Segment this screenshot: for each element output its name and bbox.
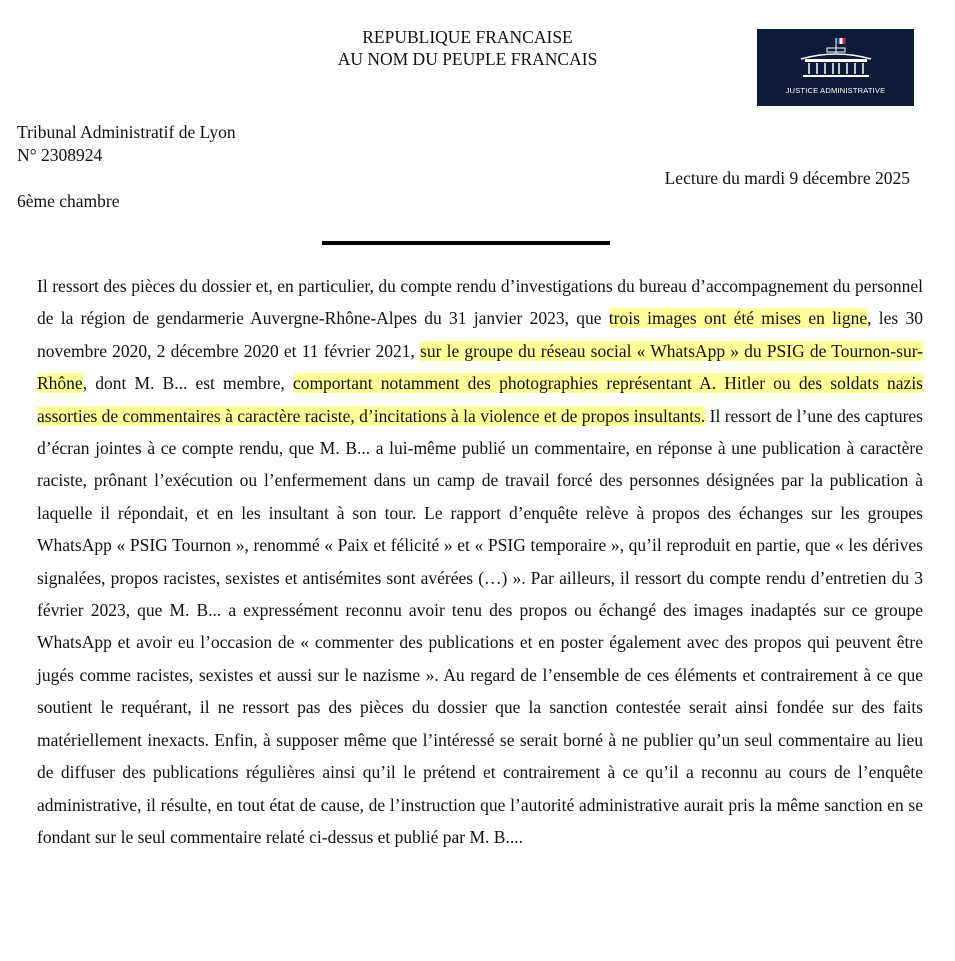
highlighted-text: comportant notamment des photographies représentant A. Hitler ou des soldats nazis assorties de commentaires à caractère raciste, d’incitations à la violence et de propos insultants. xyxy=(37,373,923,426)
highlighted-text: sur le groupe du réseau social « WhatsApp » du PSIG de Tournon-sur-Rhône xyxy=(37,340,923,394)
reading-date: Lecture du mardi 9 décembre 2025 xyxy=(664,168,910,188)
header-republic: REPUBLIQUE FRANCAISE xyxy=(362,27,573,47)
header-people: AU NOM DU PEUPLE FRANCAIS xyxy=(337,49,598,69)
paragraph-text: , les 30 novembre 2020, 2 décembre 2020 et 11 février 2021, xyxy=(37,308,923,361)
paragraph-text: Il ressort des pièces du dossier et, en particulier, du compte rendu d’investigations du bureau d’accompagnement du personnel de la région de gendarmerie Auvergne-Rhône-Alpes du 31 janvier 2023, que xyxy=(37,276,923,329)
chamber: 6ème chambre xyxy=(17,191,120,211)
case-number: N° 2308924 xyxy=(17,145,103,165)
justice-administrative-logo xyxy=(757,29,914,106)
judgment-paragraph xyxy=(37,270,923,853)
court-block xyxy=(17,121,236,167)
court-name: Tribunal Administratif de Lyon xyxy=(17,122,236,142)
highlighted-text: trois images ont été mises en ligne xyxy=(608,308,868,329)
paragraph-text: , dont M. B... est membre, xyxy=(82,373,293,394)
logo-caption: JUSTICE ADMINISTRATIVE xyxy=(785,86,886,95)
paragraph-text: Il ressort de l’une des captures d’écran jointes à ce compte rendu, que M. B... a lui-même publié un commentaire, en réponse à une publication à caractère raciste, prônant l’exécution ou l’enfermement dans un camp de travail forcé des personnes désignées par la publication à laquelle il répondait, et en les insultant à son tour. Le rapport d’enquête relève à propos des échanges sur les groupes WhatsApp « PSIG Tournon », renommé « Paix et félicité » et « PSIG temporaire », qu’il reproduit en partie, que « les dérives signalées, propos racistes, sexistes et antisémites sont avérées (…) ». Par ailleurs, il ressort du compte rendu d’entretien du 3 février 2023, que M. B... a expressément reconnu avoir tenu des propos ou échangé des images inadaptés sur ce groupe WhatsApp et avoir eu l’occasion de « commenter des publications et en poster également avec des propos qui peuvent être jugés comme racistes, sexistes et aussi sur le nazisme ». Au regard de l’ensemble de ces éléments et contrairement à ce que soutient le requérant, il ne ressort pas des pièces du dossier que la sanction contestée serait ainsi fondée sur des faits matériellement inexacts. Enfin, à supposer même que l’intéressé se serait borné à ne publier qu’un seul commentaire au lieu de diffuser des publications régulières ainsi qu’il le prétend et contrairement à ce qu’il a reconnu au cours de l’enquête administrative, il résulte, en tout état de cause, de l’instruction que l’autorité administrative aurait pris la même sanction en se fondant sur le seul commentaire relaté ci-dessus et publié par M. B.... xyxy=(37,405,923,847)
separator-rule xyxy=(322,241,610,245)
